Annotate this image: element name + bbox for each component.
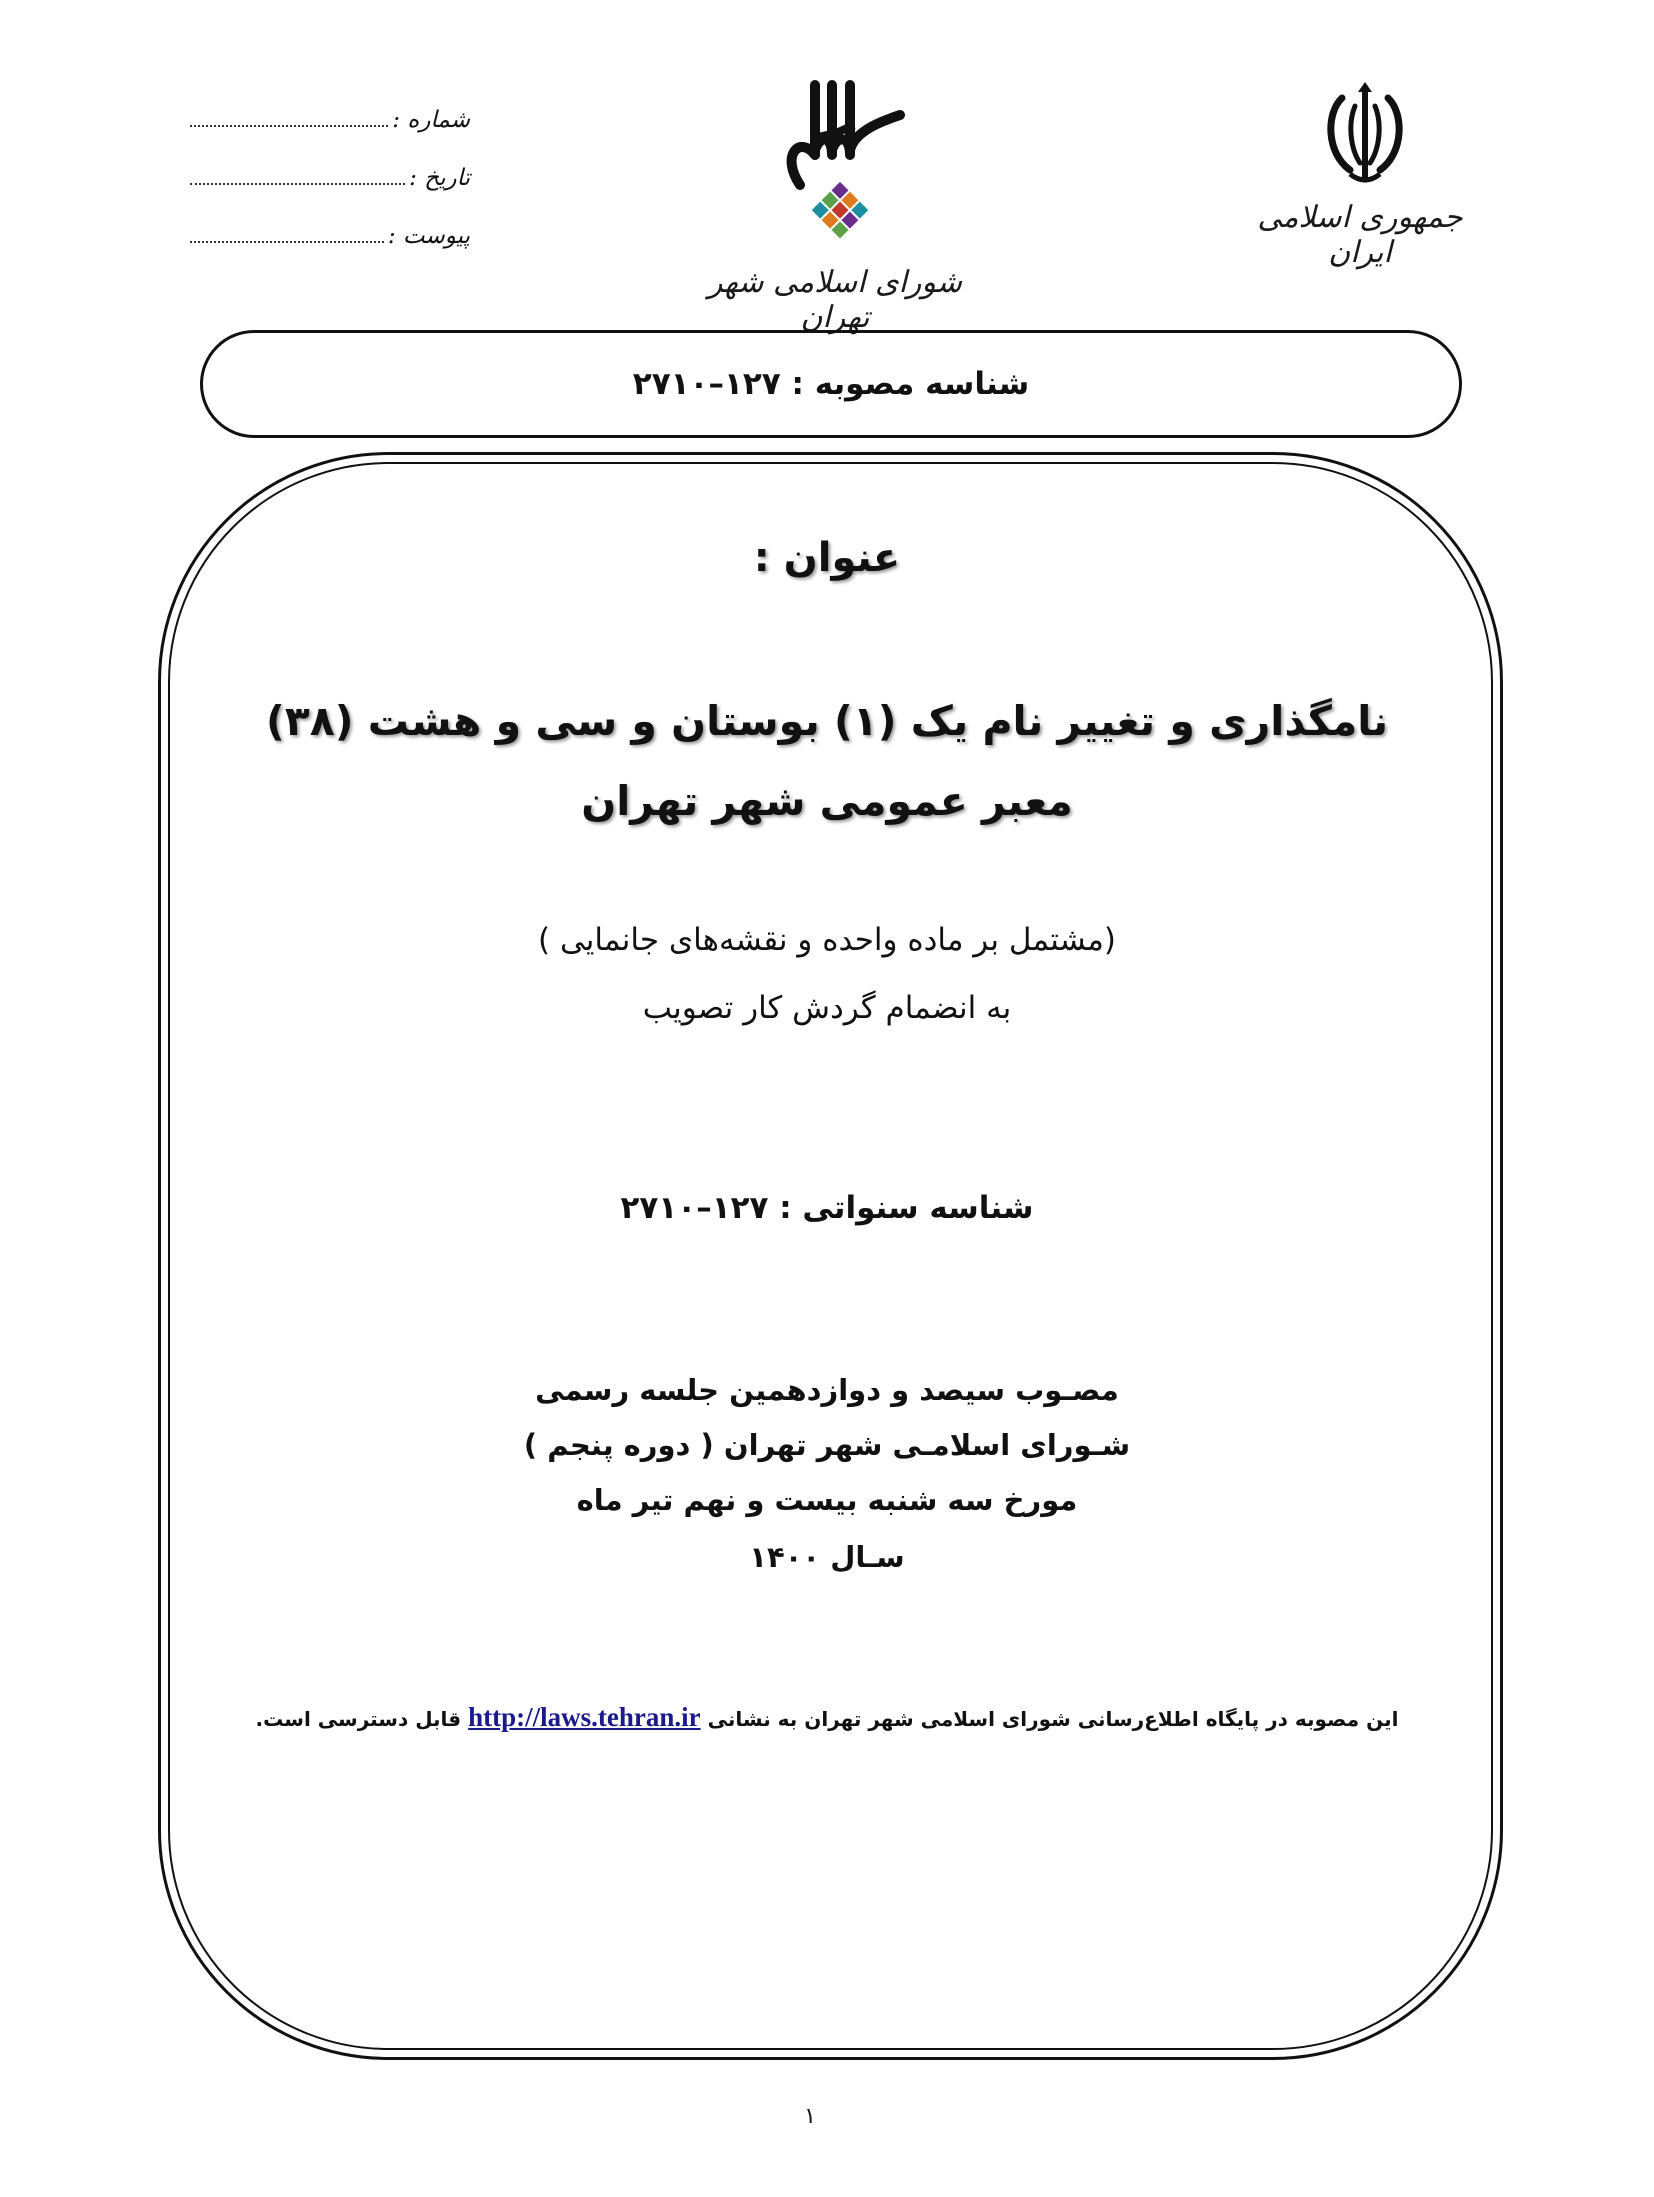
council-label: شورای اسلامی شهر تهران	[708, 265, 962, 335]
approval-line-2: شـورای اسلامـی شهر تهران ( دوره پنجم )	[523, 1428, 1131, 1462]
website-notice	[210, 1702, 1444, 1733]
number-label: شماره :	[392, 107, 470, 133]
page-number: ۱	[804, 2104, 816, 2129]
attachment-label: پیوست :	[387, 223, 470, 249]
approval-line-1: مصـوب سیصد و دوازدهمین جلسه رسمی	[535, 1373, 1119, 1407]
approval-line-4: سـال ۱۴۰۰	[749, 1540, 905, 1574]
approval-line-3: مورخ سه شنبه بیست و نهم تیر ماه	[576, 1483, 1078, 1517]
date-label: تاریخ :	[409, 165, 470, 191]
date-field	[190, 158, 470, 198]
annual-id: شناسه سنواتی : ۱۲۷–۲۷۱۰	[620, 1190, 1034, 1226]
attachment-value-line	[190, 241, 384, 243]
notice-prefix: این مصوبه در پایگاه اطلاع‌رسانی شورای اسلامی شهر تهران به نشانی	[707, 1707, 1399, 1731]
tehran-council-logo-icon	[770, 75, 910, 255]
subtitle-line-2: به انضمام گردش کار تصویب	[642, 990, 1012, 1026]
resolution-id: شناسه مصوبه : ۱۲۷–۲۷۱۰	[632, 366, 1030, 402]
date-value-line	[190, 183, 405, 185]
heading: عنوان :	[753, 535, 901, 581]
title-line-2: معبر عمومی شهر تهران	[581, 777, 1073, 825]
number-value-line	[190, 125, 388, 127]
subtitle-line-1: (مشتمل بر ماده واحده و نقشه‌های جانمایی )	[538, 922, 1116, 958]
notice-suffix: قابل دسترسی است.	[255, 1707, 462, 1731]
iran-emblem-icon	[1320, 78, 1410, 188]
government-label: جمهوری اسلامی ایران	[1257, 200, 1463, 270]
number-field	[190, 100, 470, 140]
resolution-id-box	[200, 330, 1462, 438]
attachment-field	[190, 216, 470, 256]
laws-website-link[interactable]: http://laws.tehran.ir	[468, 1702, 701, 1732]
title-line-1: نامگذاری و تغییر نام یک (۱) بوستان و سی و هشت (۳۸)	[265, 697, 1389, 745]
